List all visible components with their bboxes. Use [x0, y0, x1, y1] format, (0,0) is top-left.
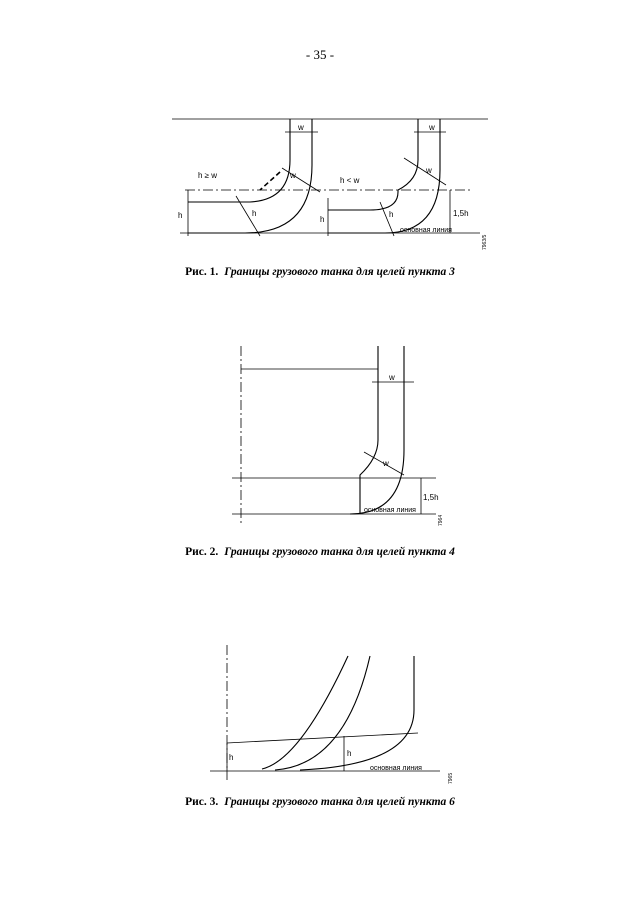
page-number: - 35 - — [305, 47, 335, 62]
fig1-h-left-label: h — [178, 211, 183, 220]
figure-1-caption-number: Рис. 1. — [185, 266, 219, 278]
figure-3-caption — [0, 796, 640, 808]
figure-1-caption-title: Границы грузового танка для целей пункта 3 — [224, 266, 455, 278]
fig2-h15-label: 1,5h — [423, 493, 439, 502]
figure-3-caption-title: Границы грузового танка для целей пункта 6 — [224, 796, 455, 808]
fig2-w-diag-label: w — [383, 459, 389, 468]
figure-3-caption-number: Рис. 3. — [185, 796, 219, 808]
fig3-h-left-label: h — [229, 753, 234, 762]
fig2-baseline-label: основная линия — [364, 507, 416, 514]
fig1-h15-label: 1,5h — [453, 209, 469, 218]
fig1-w-diag-right-label: w — [426, 166, 432, 175]
fig1-h-right-inner-label: h — [389, 210, 394, 219]
fig1-w-diag-left-label: w — [290, 171, 296, 180]
fig3-h-right-label: h — [347, 749, 352, 758]
figure-2-caption-number: Рис. 2. — [185, 546, 219, 558]
fig1-cond-left-label: h ≥ w — [198, 171, 218, 180]
fig1-w-left-label: w — [298, 123, 304, 132]
fig1-baseline-label: основная линия — [400, 227, 452, 234]
figure-2-caption-title: Границы грузового танка для целей пункта 4 — [224, 546, 455, 558]
fig3-baseline-label: основная линия — [370, 765, 422, 772]
fig1-h-right-label: h — [320, 215, 325, 224]
fig3-code-label: 7965 — [448, 772, 454, 784]
fig2-w-top-label: w — [389, 373, 395, 382]
fig1-code-label: 7963/5 — [482, 234, 488, 250]
fig1-cond-right-label: h < w — [340, 176, 360, 185]
fig1-w-right-label: w — [429, 123, 435, 132]
fig1-h-left-inner-label: h — [252, 209, 257, 218]
fig2-code-label: 7964 — [438, 514, 444, 526]
